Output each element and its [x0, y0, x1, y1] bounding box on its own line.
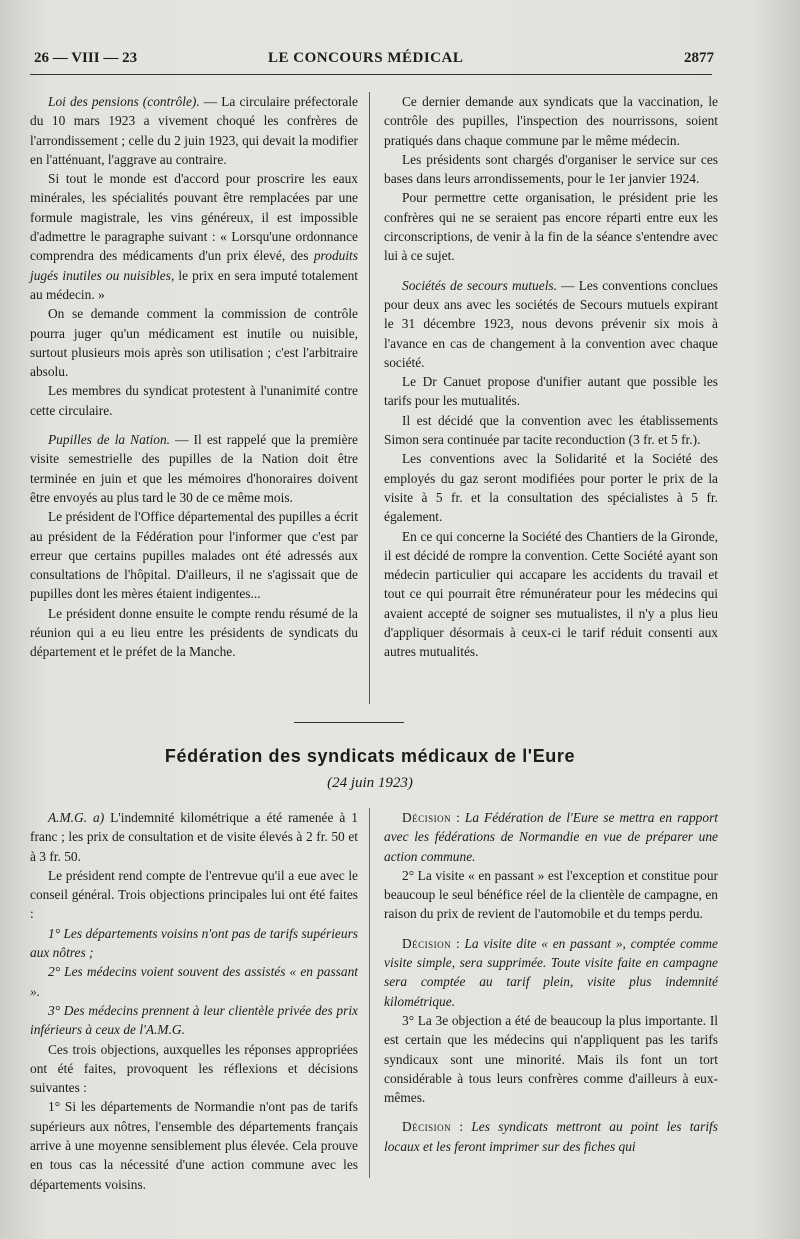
column-divider-bottom: [369, 808, 370, 1178]
eaux-text-b: , le prix en sera imputé totalement au médecin. »: [30, 267, 358, 302]
objection-2: 2° Les médecins voient souvent des assistés « en passant ».: [30, 964, 358, 999]
decision-1-text: La Fédération de l'Eure se mettra en rapport avec les fédérations de Normandie en vue de préparer une action commune.: [384, 810, 718, 864]
decision-2-text: La visite dite « en passant », comptée comme visite simple, sera supprimée. Toute visite faite en campagne sera comptée au tarif plein, visite plus indemnité kilométrique.: [384, 935, 718, 1009]
page-header: [30, 48, 714, 74]
paragraph-vaccination: Ce dernier demande aux syndicats que la vaccination, le contrôle des pupilles, l'inspection des nourrissons, soient pratiqués dans chaque commune par le même médecin.: [384, 94, 718, 148]
top-left-column: [30, 92, 358, 662]
page-number: 2877: [684, 50, 714, 66]
decision-label: Décision: [402, 935, 452, 951]
paragraph-compte-rendu: Le président donne ensuite le compte rendu résumé de la réunion qui a eu lieu entre les présidents de syndicats du département et le préfet de la Manche.: [30, 605, 358, 660]
paragraph-office: Le président de l'Office départemental des pupilles a écrit au président de la Fédération pour l'informer que c'est par erreur que certains pupilles malades ont été adressés aux consultations de l'hôpital. D'ailleurs, il ne s'agissait que de pupilles dont les mères étaient indigentes...: [30, 509, 358, 602]
paragraph-reponses: Ces trois objections, auxquelles les réponses appropriées ont été faites, provoquent les réflexions et décisions suivantes :: [30, 1041, 358, 1096]
paragraph-solidarite: Les conventions avec la Solidarité et la Société des employés du gaz seront modifiées pour porter le prix de la visite à 5 fr. et la consultation des spécialistes à 5 fr. également.: [384, 451, 718, 525]
paragraph-gironde: En ce qui concerne la Société des Chantiers de la Gironde, il est décidé de rompre la convention. Cette Société ayant son médecin particulier qui accapare les accidents du travail et tout ce qui pourrait être rémunérateur pour les médecins qui avaient accepté de soigner ses mutualistes, il n'y a plus lieu d'appliquer désormais à ceux-ci le tarif réduit consenti aux autres mutualités.: [384, 528, 718, 660]
heading-societes: Sociétés de secours mutuels.: [402, 277, 557, 293]
section-separator: [294, 722, 404, 723]
paragraph-simon: Il est décidé que la convention avec les établissements Simon sera continuée par tacite reconduction (3 fr. et 5 fr.).: [384, 412, 718, 448]
objection-1: 1° Les départements voisins n'ont pas de tarifs supérieurs aux nôtres ;: [30, 925, 358, 961]
amg-text: L'indemnité kilométrique a été ramenée à 1 franc ; les prix de consultation et de visite élevés à 2 fr. 50 et à 3 fr. 50.: [30, 810, 358, 864]
eaux-text-a: Si tout le monde est d'accord pour proscrire les eaux minérales, les spécialités pouvant être remplacées par une formule magistrale, les vins généreux, il est impossible d'admettre le paragraphe suivant : « Lorsqu'une ordonnance comprendra des médicaments d'un prix élevé, des: [30, 171, 358, 264]
bottom-left-column: [30, 808, 358, 1194]
decision-3-text: Les syndicats mettront au point les tarifs locaux et les feront imprimer sur des fiches qui: [384, 1119, 718, 1154]
header-rule: [30, 74, 712, 75]
eaux-text-italic: produits jugés inutiles ou nuisibles: [30, 248, 358, 283]
pensions-text: — La circulaire préfectorale du 10 mars 1923 a vivement choqué les confrères de l'arrondissement ; celle du 2 juin 1923, qui devait la modifier en l'atténuant, l'aggrave au contraire.: [30, 94, 358, 167]
section-title: Fédération des syndicats médicaux de l'Eure: [164, 746, 576, 766]
decision-label: Décision: [402, 1119, 452, 1135]
paragraph-amg: [30, 808, 358, 866]
heading-amg: A.M.G. a): [48, 810, 105, 825]
column-divider-top: [369, 92, 370, 704]
paragraph-normandie: 1° Si les départements de Normandie n'ont pas de tarifs supérieurs aux nôtres, l'ensemble des départements français arrive à une moyenne sensiblement plus élevée. Cela prouve en tous cas la nécessité d'une action commune avec les départements voisins.: [30, 1099, 358, 1192]
paragraph-pensions: [30, 92, 358, 169]
bottom-right-column: [384, 808, 718, 1156]
top-right-column: [384, 92, 718, 662]
decision-2: Décision : La visite dite « en passant », comptée comme visite simple, sera supprimée. Toute visite faite en campagne sera comptée au tarif plein, visite plus indemnité kilométrique.: [384, 935, 718, 1009]
heading-pensions: Loi des pensions (contrôle).: [48, 94, 200, 109]
paragraph-organisation: Pour permettre cette organisation, le président prie les confrères qui ne se seraient pas encore réparti entre eux les circonscriptions, de venir à la fin de la séance s'entendre avec lui à ce sujet.: [384, 190, 718, 264]
paragraph-objection-3: 3° La 3e objection a été de beaucoup la plus importante. Il est certain que les médecins qui n'appliquent pas les tarifs syndicaux sont une minorité. Mais ils font un tort considérable à tous leurs confrères comme d'ailleurs à eux-mêmes.: [384, 1012, 718, 1106]
objection-3: 3° Des médecins prennent à leur clientèle privée des prix inférieurs à ceux de l'A.M.G.: [30, 1002, 358, 1038]
decision-3: Décision : Les syndicats mettront au point les tarifs locaux et les feront imprimer sur des fiches qui: [384, 1119, 718, 1154]
heading-pupilles: Pupilles de la Nation.: [48, 432, 170, 448]
paragraph-conseil: Le président rend compte de l'entrevue qu'il a eue avec le conseil général. Trois objections principales lui ont été faites :: [30, 867, 358, 922]
paragraph-commission: On se demande comment la commission de contrôle pourra juger qu'un médicament est inutile ou nuisible, surtout plusieurs mois après son utilisation ; c'est l'arbitraire absolu.: [30, 306, 358, 380]
decision-label: Décision: [402, 810, 452, 825]
pupilles-text: — Il est rappelé que la première visite semestrielle des pupilles de la Nation doit être terminée en juin et que les mémoires d'honoraires doivent être envoyés au plus tard le 30 de ce même mois.: [30, 432, 358, 505]
issue-reference: 26 — VIII — 23: [34, 50, 138, 66]
paragraph-protest: Les membres du syndicat protestent à l'unanimité contre cette circulaire.: [30, 383, 358, 418]
paragraph-canuet: Le Dr Canuet propose d'unifier autant que possible les tarifs pour les mutualités.: [384, 374, 718, 409]
paragraph-en-passant: 2° La visite « en passant » est l'exception et constitue pour beaucoup le seul bénéfice réel de la clientèle de campagne, en raison du prix de revient de l'automobile et du temps perdu.: [384, 867, 718, 922]
paragraph-eaux-minerales: [30, 169, 358, 304]
paragraph-pupilles: [30, 430, 358, 507]
journal-title: LE CONCOURS MÉDICAL: [268, 50, 464, 66]
societes-text: — Les conventions conclues pour deux ans avec les sociétés de Secours mutuels expirant le 31 décembre 1923, nous devons prévenir six mois à l'avance en cas de changement à la convention avec chaque société.: [384, 277, 718, 370]
paragraph-societes: [384, 276, 718, 372]
section-date: (24 juin 1923): [327, 775, 413, 791]
paragraph-presidents: Les présidents sont chargés d'organiser le service sur ces bases dans leurs arrondissements, pour le 1er janvier 1924.: [384, 151, 718, 187]
decision-1: Décision : La Fédération de l'Eure se mettra en rapport avec les fédérations de Normandie en vue de préparer une action commune.: [384, 810, 718, 864]
